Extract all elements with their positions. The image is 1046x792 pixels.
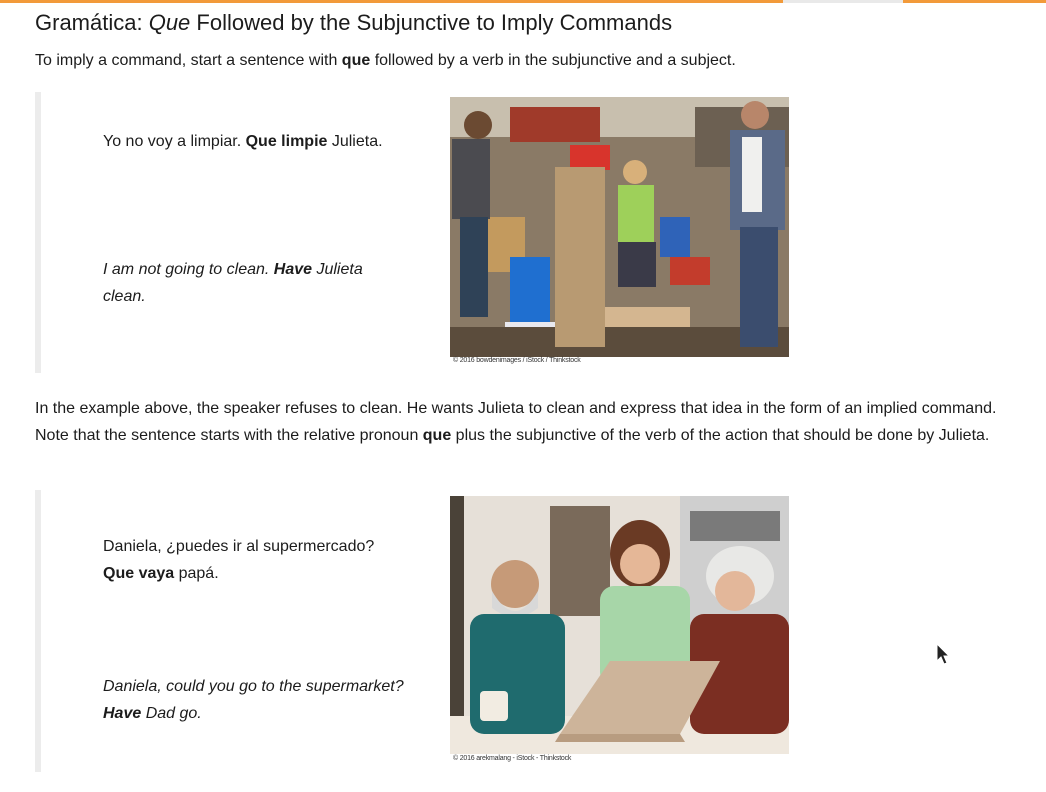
mouse-cursor-icon bbox=[936, 643, 952, 672]
progress-bar-gap bbox=[783, 0, 903, 3]
photo-credit: © 2016 arekmalang - iStock - Thinkstock bbox=[453, 755, 572, 762]
spanish-sentence: Daniela, ¿puedes ir al supermercado? Que vaya papá. bbox=[103, 538, 375, 582]
intro-text: To imply a command, start a sentence with que followed by a verb in the subjunctive and a subject. bbox=[35, 52, 736, 69]
english-translation: I am not going to clean. Have Julieta clean. bbox=[103, 261, 363, 305]
progress-bar-left bbox=[0, 0, 783, 3]
family-laptop-photo bbox=[450, 496, 789, 754]
title-italic-que: Que bbox=[148, 10, 191, 35]
photo-credit: © 2016 bowdenimages / iStock / Thinkstock bbox=[453, 357, 581, 364]
example-block-1 bbox=[35, 92, 795, 373]
quote-bar bbox=[35, 490, 41, 772]
page-title: Gramática: Que Followed by the Subjunctive to Imply Commands bbox=[35, 10, 673, 35]
spanish-sentence: Yo no voy a limpiar. Que limpie Julieta. bbox=[103, 133, 383, 150]
garage-family-photo bbox=[450, 97, 789, 357]
progress-bar-right bbox=[903, 0, 1046, 3]
explanation-paragraph: In the example above, the speaker refuses to clean. He wants Julieta to clean and express that idea in the form of an implied command. Note that the sentence starts with the relative pronoun que plus the subjunctive of the verb of the action that should be done by Julieta. bbox=[35, 400, 997, 444]
example-block-2 bbox=[35, 490, 795, 772]
english-translation: Daniela, could you go to the supermarket? Have Dad go. bbox=[103, 678, 404, 722]
quote-bar bbox=[35, 92, 41, 373]
